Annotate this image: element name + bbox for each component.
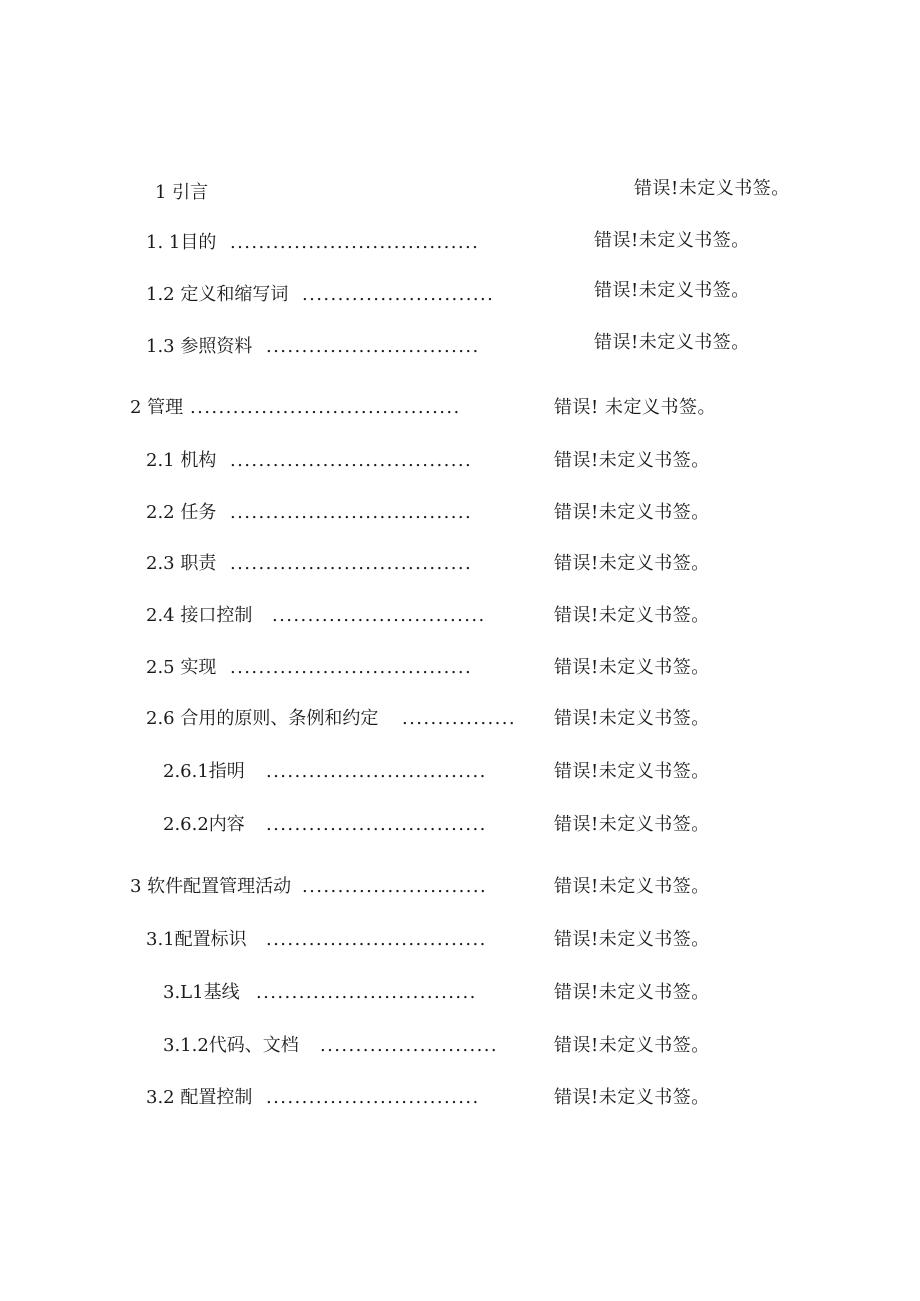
toc-entry-label: 2.2 任务	[146, 502, 217, 523]
toc-entry-label: 3 软件配置管理活动	[130, 876, 292, 897]
toc-entry-leader: ...............................	[266, 929, 487, 950]
toc-entry-leader: ..................................	[230, 502, 473, 523]
toc-entry-page: 错误!未定义书签。	[554, 605, 710, 626]
toc-entry-label: 2.3 职责	[146, 553, 217, 574]
toc-entry-leader: ................	[402, 708, 516, 729]
toc-entry-page: 错误!未定义书签。	[554, 708, 710, 729]
toc-entry-leader: .........................	[320, 1035, 499, 1056]
toc-entry-leader: ...................................	[230, 232, 480, 253]
toc-entry-leader: ..................................	[230, 450, 473, 471]
toc-entry-label: 2.5 实现	[146, 657, 217, 678]
toc-entry-page: 错误!未定义书签。	[594, 332, 750, 353]
toc-entry-page: 错误!未定义书签。	[634, 178, 790, 199]
toc-entry-label: 2.1 机构	[146, 450, 217, 471]
toc-entry-label: 1.3 参照资料	[146, 336, 253, 357]
toc-entry-label: 1.2 定义和缩写词	[146, 284, 289, 305]
toc-entry-leader: ..................................	[230, 553, 473, 574]
toc-entry-label: 2.4 接口控制	[146, 605, 253, 626]
toc-entry-label: 3.L1基线	[163, 982, 240, 1003]
toc-entry-page: 错误!未定义书签。	[554, 553, 710, 574]
toc-entry-label: 3.2 配置控制	[146, 1087, 253, 1108]
toc-entry-label: 2.6.1指明	[163, 761, 245, 782]
toc-entry-leader: ..................................	[230, 657, 473, 678]
toc-entry-label: 1. 1目的	[146, 232, 217, 253]
toc-entry-label: 2.6 合用的原则、条例和约定	[146, 708, 379, 729]
toc-entry-page: 错误!未定义书签。	[554, 876, 710, 897]
toc-entry-page: 错误!未定义书签。	[554, 450, 710, 471]
toc-entry-page: 错误!未定义书签。	[554, 761, 710, 782]
toc-entry-leader: ......................................	[190, 397, 461, 418]
toc-entry-label: 3.1配置标识	[146, 929, 247, 950]
toc-entry-leader: ..............................	[266, 1087, 480, 1108]
toc-entry-page: 错误!未定义书签。	[554, 1087, 710, 1108]
toc-entry-leader: ...............................	[266, 761, 487, 782]
toc-entry-label: 2 管理	[130, 397, 184, 418]
toc-entry-leader: ..............................	[272, 605, 486, 626]
toc-entry-leader: ...............................	[266, 814, 487, 835]
toc-entry-leader: ..........................	[302, 876, 488, 897]
toc-entry-page: 错误!未定义书签。	[594, 230, 750, 251]
toc-entry-page: 错误! 未定义书签。	[554, 397, 716, 418]
toc-entry-label: 2.6.2内容	[163, 814, 245, 835]
toc-entry-page: 错误!未定义书签。	[554, 982, 710, 1003]
toc-entry-page: 错误!未定义书签。	[554, 814, 710, 835]
toc-entry-page: 错误!未定义书签。	[594, 280, 750, 301]
toc-entry-leader: ..............................	[266, 336, 480, 357]
toc-entry-page: 错误!未定义书签。	[554, 929, 710, 950]
toc-entry-page: 错误!未定义书签。	[554, 657, 710, 678]
toc-entry-page: 错误!未定义书签。	[554, 1035, 710, 1056]
toc-entry-leader: ...............................	[256, 982, 477, 1003]
toc-entry-label: 1 引言	[155, 182, 209, 203]
toc-entry-page: 错误!未定义书签。	[554, 502, 710, 523]
toc-entry-label: 3.1.2代码、文档	[163, 1035, 299, 1056]
toc-entry-leader: ...........................	[302, 284, 495, 305]
